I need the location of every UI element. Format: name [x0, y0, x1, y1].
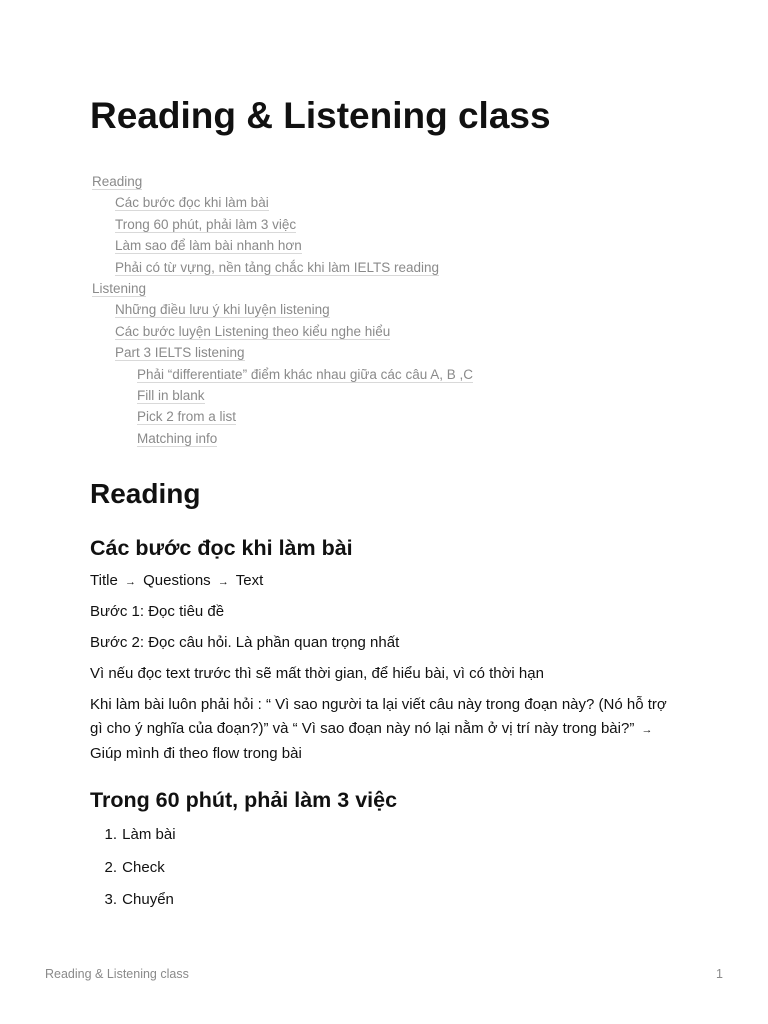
list-item-text: Chuyển: [122, 891, 174, 909]
flow-paragraph: [90, 569, 680, 595]
toc-link-label[interactable]: Listening: [92, 280, 147, 296]
arrow-right-icon: →: [124, 576, 136, 588]
tip-end-text: Giúp mình đi theo flow trong bài: [90, 745, 302, 762]
reason-paragraph: Vì nếu đọc text trước thì sẽ mất thời gian, để hiểu bài, vì có thời hạn: [90, 665, 544, 682]
toc-link-reading[interactable]: [92, 171, 692, 192]
flow-title: Title: [90, 572, 118, 589]
section-heading-reading: Reading: [90, 478, 201, 509]
footer-title: Reading & Listening class: [45, 967, 189, 981]
toc-link-differentiate[interactable]: [92, 364, 692, 385]
toc-link-label[interactable]: Fill in blank: [137, 387, 205, 403]
toc-link-label[interactable]: Những điều lưu ý khi luyện listening: [115, 302, 330, 318]
list-item-text: Làm bài: [122, 826, 176, 843]
list-number: 3.: [104, 891, 117, 909]
list-item-text: Check: [122, 858, 165, 876]
toc-link-label[interactable]: Các bước luyện Listening theo kiểu nghe hiểu: [115, 323, 391, 339]
toc-link-label[interactable]: Các bước đọc khi làm bài: [115, 195, 269, 211]
toc-link-matching-info[interactable]: [92, 428, 692, 449]
toc-link-trong-60-phut[interactable]: [92, 214, 692, 235]
list-item: [90, 823, 176, 856]
tip-paragraph: [90, 693, 680, 766]
toc-link-fill-in-blank[interactable]: [92, 385, 692, 406]
toc-link-label[interactable]: Phải có từ vựng, nền tảng chắc khi làm IELTS reading: [115, 259, 439, 275]
page-number: 1: [716, 967, 723, 981]
list-item: [90, 888, 176, 921]
tip-text: Khi làm bài luôn phải hỏi : “ Vì sao người ta lại viết câu này trong đoạn này? (Nó hỗ trợ gì cho ý nghĩa của đoạn?)” và “ Vì sao đoạn này nó lại nằm ở vị trí này trong bài?”: [90, 696, 667, 737]
toc-link-cac-buoc-doc[interactable]: [92, 192, 692, 213]
toc-link-listening[interactable]: [92, 278, 692, 299]
toc-link-label[interactable]: Trong 60 phút, phải làm 3 việc: [115, 216, 297, 232]
toc-link-part-3[interactable]: [92, 342, 692, 363]
toc-link-label[interactable]: Làm sao để làm bài nhanh hơn: [115, 238, 302, 254]
arrow-right-icon: →: [217, 576, 229, 588]
list-number: 2.: [104, 858, 117, 876]
page-title: Reading & Listening class: [90, 95, 551, 136]
subheading-trong-60-phut: Trong 60 phút, phải làm 3 việc: [90, 788, 398, 812]
toc-link-label[interactable]: Phải “differentiate” điểm khác nhau giữa các câu A, B ,C: [137, 366, 473, 382]
list-item: [90, 856, 176, 889]
table-of-contents: [92, 171, 692, 449]
toc-link-nghe-hieu[interactable]: [92, 321, 692, 342]
step-1-paragraph: Bước 1: Đọc tiêu đề: [90, 603, 225, 620]
toc-link-label[interactable]: Pick 2 from a list: [137, 409, 237, 425]
ordered-list: [90, 823, 176, 921]
toc-link-luu-y-listening[interactable]: [92, 299, 692, 320]
list-number: 1.: [104, 826, 117, 843]
toc-link-lam-sao-nhanh-hon[interactable]: [92, 235, 692, 256]
toc-link-pick-2[interactable]: [92, 406, 692, 427]
step-2-paragraph: Bước 2: Đọc câu hỏi. Là phần quan trọng nhất: [90, 634, 400, 651]
toc-link-label[interactable]: Part 3 IELTS listening: [115, 345, 245, 361]
arrow-right-icon: →: [641, 723, 653, 736]
flow-text: Text: [235, 572, 264, 589]
subheading-cac-buoc-doc: Các bước đọc khi làm bài: [90, 536, 353, 560]
toc-link-label[interactable]: Reading: [92, 174, 143, 189]
flow-questions: Questions: [143, 572, 211, 589]
toc-link-tu-vung[interactable]: [92, 257, 692, 278]
toc-link-label[interactable]: Matching info: [137, 430, 218, 446]
